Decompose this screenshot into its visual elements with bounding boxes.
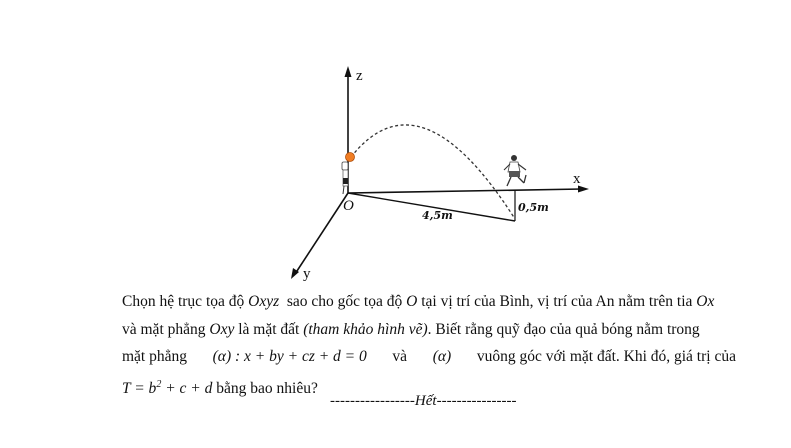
y-axis-label: y [303, 266, 311, 282]
ball-trajectory [351, 125, 515, 219]
math-alpha: (α) [432, 348, 452, 365]
person-an-icon [504, 155, 526, 186]
origin-label: O [343, 198, 354, 214]
ball [346, 153, 355, 162]
reference-note: (tham khảo hình vẽ) [303, 320, 428, 338]
text-segment: và [392, 348, 408, 365]
math-o: O [406, 293, 418, 310]
problem-line-2 [122, 316, 736, 344]
math-oxyz: Oxyz [248, 293, 280, 310]
het-label: Hết [414, 393, 437, 409]
dashes-right: ---------------- [436, 393, 517, 409]
problem-line-1 [122, 288, 736, 316]
person-binh-icon [342, 162, 348, 194]
distance-label: 4,5m [422, 209, 453, 222]
dashes-left: ----------------- [330, 393, 415, 409]
text-segment: Chọn hệ trục tọa độ [122, 293, 245, 310]
y-axis [295, 193, 348, 274]
plane-equation: (α) : x + by + cz + d = 0 [212, 348, 367, 365]
text-segment: mặt phẳng [122, 348, 187, 365]
x-axis-label: x [573, 171, 581, 187]
text-segment: bằng bao nhiêu? [216, 379, 318, 397]
math-ox: Ox [696, 293, 715, 310]
text-segment: . Biết rằng quỹ đạo của quả bóng nằm trong [427, 320, 700, 338]
formula-t: $T = b^2 + c + d$ [122, 378, 213, 397]
z-axis-arrow [345, 66, 352, 77]
text-segment: là mặt đất [238, 320, 300, 338]
text-segment: vuông góc với mặt đất. Khi đó, giá trị của [476, 348, 736, 365]
text-segment: tại vị trí của Bình, vị trí của An nằm trên tia [421, 293, 693, 310]
z-axis-label: z [356, 68, 363, 84]
height-label: 0,5m [518, 201, 549, 214]
math-oxy: Oxy [209, 320, 235, 338]
text-segment: sao cho gốc tọa độ [286, 293, 403, 310]
end-marker [330, 393, 517, 410]
text-segment: và mặt phẳng [122, 320, 206, 338]
problem-line-3 [122, 343, 736, 371]
x-axis [348, 189, 582, 193]
problem-text [122, 288, 736, 402]
